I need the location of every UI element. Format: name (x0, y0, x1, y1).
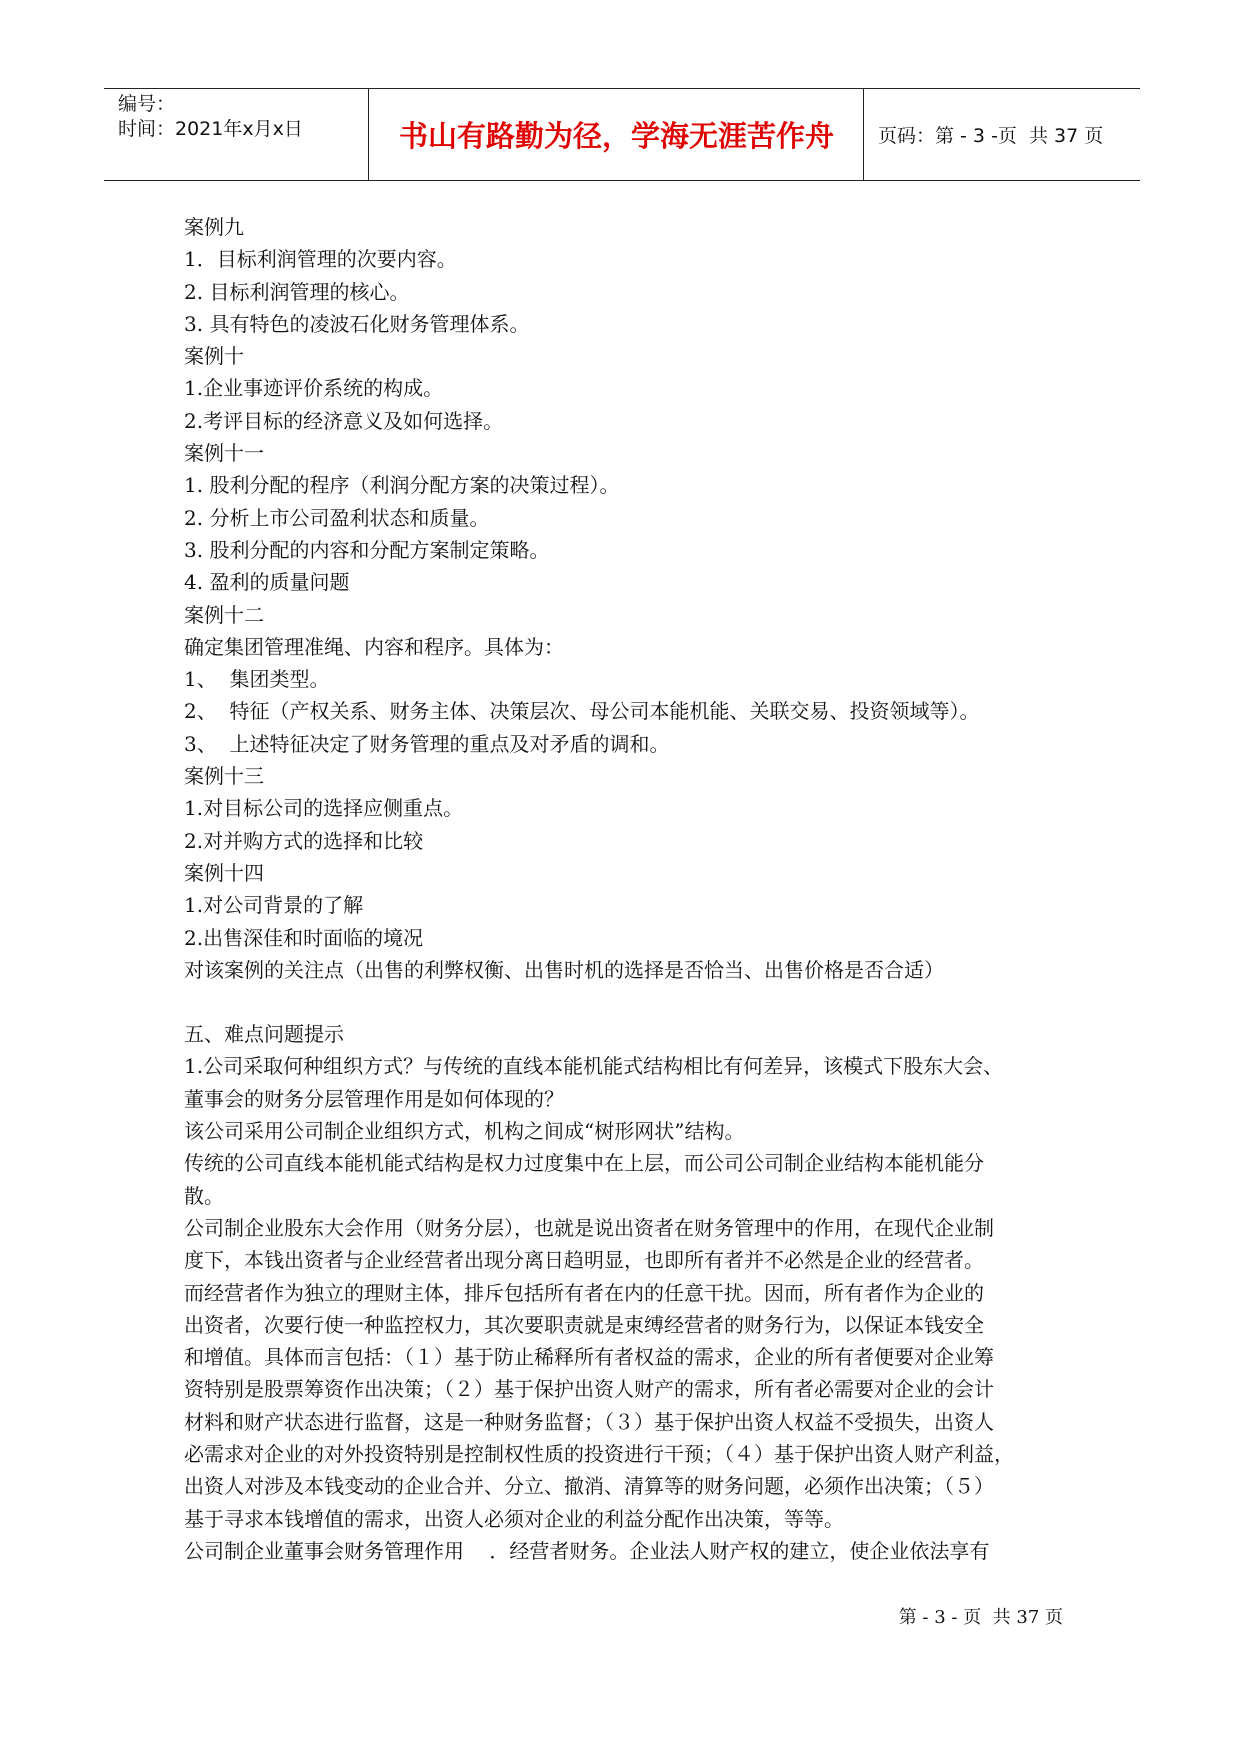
body-line: 资特别是股票筹资作出决策；（２）基于保护出资人财产的需求，所有者必需要对企业的会计 (184, 1377, 994, 1402)
body-line: 董事会的财务分层管理作用是如何体现的？ (184, 1086, 564, 1111)
body-line: 案例十一 (184, 441, 264, 466)
body-line: 1.对目标公司的选择应侧重点。 (184, 796, 464, 821)
page-header (104, 88, 1140, 182)
body-line: 基于寻求本钱增值的需求，出资人必须对企业的利益分配作出决策，等等。 (184, 1506, 844, 1531)
body-line: 散。 (184, 1183, 224, 1208)
body-line: 1.对公司背景的了解 (184, 893, 364, 918)
body-line: 3. 股利分配的内容和分配方案制定策略。 (184, 537, 550, 562)
body-line: 案例十四 (184, 860, 264, 885)
body-line: 1.公司采取何种组织方式？与传统的直线本能机能式结构相比有何差异，该模式下股东大会、 (184, 1054, 1004, 1079)
body-line: 传统的公司直线本能机能式结构是权力过度集中在上层，而公司公司制企业结构本能机能分 (184, 1151, 984, 1176)
body-line: 确定集团管理准绳、内容和程序。具体为： (184, 634, 564, 659)
body-line: 案例十 (184, 344, 244, 369)
body-line: 2.考评目标的经济意义及如何选择。 (184, 408, 504, 433)
body-line: 公司制企业股东大会作用（财务分层），也就是说出资者在财务管理中的作用，在现代企业制 (184, 1215, 994, 1240)
body-line: 1．目标利润管理的次要内容。 (184, 247, 457, 272)
body-line: 1.企业事迹评价系统的构成。 (184, 376, 444, 401)
blank-line (184, 986, 1074, 1018)
body-line: 材料和财产状态进行监督，这是一种财务监督；（３）基于保护出资人权益不受损失，出资人 (184, 1409, 994, 1434)
body-line: 案例十二 (184, 602, 264, 627)
body-line: 必需求对企业的对外投资特别是控制权性质的投资进行干预；（４）基于保护出资人财产利益， (184, 1441, 1014, 1466)
body-line: 出资人对涉及本钱变动的企业合并、分立、撤消、清算等的财务问题，必须作出决策；（５） (184, 1474, 994, 1499)
header-divider-right (863, 88, 864, 181)
body-line: 公司制企业董事会财务管理作用 ．经营者财务。企业法人财产权的建立，使企业依法享有 (184, 1538, 990, 1563)
body-line: 2.出售深佳和时面临的境况 (184, 925, 424, 950)
body-line: 1、 集团类型。 (184, 667, 330, 692)
document-number-label: 编号： (118, 93, 176, 115)
body-line: 2.对并购方式的选择和比较 (184, 828, 424, 853)
header-page-number: 页码：第 - 3 -页 共 37 页 (878, 125, 1104, 147)
footer-page-number: 第 - 3 - 页 共 37 页 (898, 1607, 1063, 1628)
body-line: 和增值。具体而言包括：（１）基于防止稀释所有者权益的需求，企业的所有者便要对企业筹 (184, 1345, 994, 1370)
body-line: 1. 股利分配的程序（利润分配方案的决策过程）。 (184, 473, 620, 498)
body-line: 2、 特征（产权关系、财务主体、决策层次、母公司本能机能、关联交易、投资领域等）。 (184, 699, 980, 724)
body-line: 3、 上述特征决定了财务管理的重点及对矛盾的调和。 (184, 731, 670, 756)
body-line: 对该案例的关注点（出售的利弊权衡、出售时机的选择是否恰当、出售价格是否合适） (184, 957, 944, 982)
document-time-label: 时间：2021年x月x日 (118, 118, 303, 140)
page-footer (0, 1603, 1241, 1633)
body-line: 而经营者作为独立的理财主体，排斥包括所有者在内的任意干扰。因而，所有者作为企业的 (184, 1280, 984, 1305)
document-body (184, 211, 1074, 1567)
body-line: 3. 具有特色的凌波石化财务管理体系。 (184, 311, 530, 336)
header-motto: 书山有路勤为径，学海无涯苦作舟 (398, 119, 834, 153)
body-line: 2. 分析上市公司盈利状态和质量。 (184, 505, 490, 530)
body-line: 2. 目标利润管理的核心。 (184, 279, 410, 304)
body-line: 案例九 (184, 215, 244, 239)
body-line: 五、难点问题提示 (184, 1022, 344, 1047)
body-line: 该公司采用公司制企业组织方式，机构之间成“树形网状”结构。 (184, 1119, 745, 1144)
header-divider-left (368, 88, 369, 181)
body-line: 4. 盈利的质量问题 (184, 570, 350, 595)
body-line: 度下，本钱出资者与企业经营者出现分离日趋明显，也即所有者并不必然是企业的经营者。 (184, 1248, 984, 1273)
header-meta (118, 92, 303, 142)
body-line: 案例十三 (184, 764, 264, 789)
body-line: 出资者，次要行使一种监控权力，其次要职责就是束缚经营者的财务行为，以保证本钱安全 (184, 1312, 984, 1337)
